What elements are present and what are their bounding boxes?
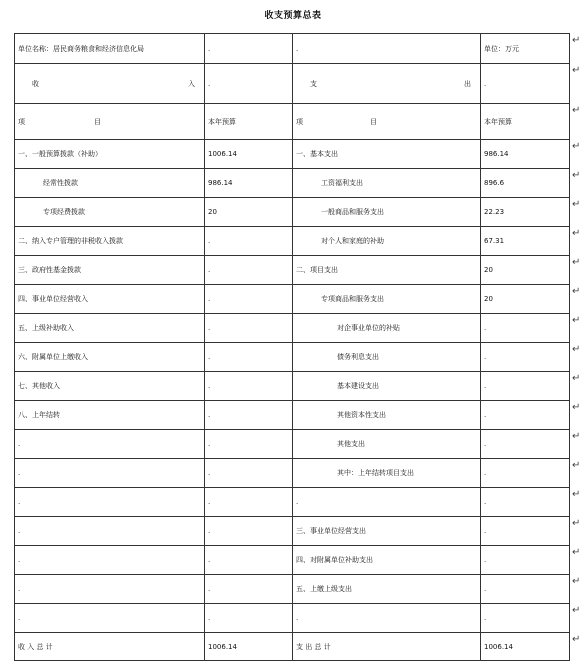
expend-item: 债务利息支出 bbox=[293, 343, 481, 372]
income-item: 经常性拨款 bbox=[15, 169, 205, 198]
expend-item: 一般商品和服务支出 bbox=[293, 198, 481, 227]
income-amount: . bbox=[205, 575, 293, 604]
income-amount: . bbox=[205, 256, 293, 285]
table-row bbox=[15, 372, 570, 401]
unit-row bbox=[15, 34, 570, 64]
paragraph-mark-icon: ↵ bbox=[572, 431, 581, 442]
expend-total-amount: 1006.14 bbox=[481, 633, 570, 661]
table-row bbox=[15, 285, 570, 314]
income-amount: 20 bbox=[205, 198, 293, 227]
income-amount: 1006.14 bbox=[205, 140, 293, 169]
expend-amount: . bbox=[481, 488, 570, 517]
income-amount-header: 本年预算 bbox=[205, 104, 293, 140]
expend-total-label: 支 出 总 计 bbox=[293, 633, 481, 661]
income-item: . bbox=[15, 430, 205, 459]
table-row bbox=[15, 401, 570, 430]
paragraph-mark-icon: ↵ bbox=[572, 105, 581, 116]
income-amount: . bbox=[205, 430, 293, 459]
income-item-header bbox=[15, 104, 205, 140]
table-row bbox=[15, 343, 570, 372]
income-item: . bbox=[15, 546, 205, 575]
expend-item: 五、上缴上级支出 bbox=[293, 575, 481, 604]
income-section-a: 收 bbox=[32, 79, 39, 88]
item-header-b: 目 bbox=[94, 117, 101, 126]
income-amount: . bbox=[205, 459, 293, 488]
expend-amount: . bbox=[481, 343, 570, 372]
expend-amount-header: 本年预算 bbox=[481, 104, 570, 140]
income-item: 六、附属单位上缴收入 bbox=[15, 343, 205, 372]
cell-empty: . bbox=[205, 64, 293, 104]
paragraph-mark-icon: ↵ bbox=[572, 228, 581, 239]
income-amount: 986.14 bbox=[205, 169, 293, 198]
table-row bbox=[15, 604, 570, 633]
table-row bbox=[15, 459, 570, 488]
expend-item: 工资福利支出 bbox=[293, 169, 481, 198]
income-amount: . bbox=[205, 372, 293, 401]
income-item: . bbox=[15, 604, 205, 633]
paragraph-mark-icon: ↵ bbox=[572, 634, 581, 645]
income-item: 五、上级补助收入 bbox=[15, 314, 205, 343]
expend-amount: . bbox=[481, 517, 570, 546]
expend-item: 对个人和家庭的补助 bbox=[293, 227, 481, 256]
cell-empty: . bbox=[205, 34, 293, 64]
total-row bbox=[15, 633, 570, 661]
income-section-header bbox=[15, 64, 205, 104]
table-row bbox=[15, 314, 570, 343]
expend-item: 基本建设支出 bbox=[293, 372, 481, 401]
expend-amount: 67.31 bbox=[481, 227, 570, 256]
item2-header-a: 项 bbox=[296, 117, 303, 126]
expend-section-b: 出 bbox=[464, 79, 471, 88]
table-row bbox=[15, 517, 570, 546]
table-row bbox=[15, 140, 570, 169]
income-item: 三、政府性基金拨款 bbox=[15, 256, 205, 285]
expend-item: 四、对附属单位补助支出 bbox=[293, 546, 481, 575]
table-row bbox=[15, 546, 570, 575]
cell-empty: . bbox=[481, 64, 570, 104]
paragraph-mark-icon: ↵ bbox=[572, 35, 581, 46]
unit-name: 单位名称：居民商务粮食和经济信息化局 bbox=[15, 34, 205, 64]
expend-item: 其他资本性支出 bbox=[293, 401, 481, 430]
expend-item: 三、事业单位经营支出 bbox=[293, 517, 481, 546]
table-row bbox=[15, 575, 570, 604]
paragraph-mark-icon: ↵ bbox=[572, 576, 581, 587]
table-row bbox=[15, 227, 570, 256]
expend-section-header bbox=[293, 64, 481, 104]
paragraph-mark-icon: ↵ bbox=[572, 315, 581, 326]
income-amount: . bbox=[205, 546, 293, 575]
expend-amount: . bbox=[481, 314, 570, 343]
paragraph-mark-icon: ↵ bbox=[572, 547, 581, 558]
expend-amount: . bbox=[481, 546, 570, 575]
item-header-a: 项 bbox=[18, 117, 25, 126]
table-row bbox=[15, 198, 570, 227]
income-item: 专项经费拨款 bbox=[15, 198, 205, 227]
income-item: . bbox=[15, 488, 205, 517]
expend-item: 其中：上年结转项目支出 bbox=[293, 459, 481, 488]
expend-section-a: 支 bbox=[310, 79, 317, 88]
expend-item: . bbox=[293, 488, 481, 517]
expend-amount: 20 bbox=[481, 285, 570, 314]
income-item: 一、一般预算拨款（补助） bbox=[15, 140, 205, 169]
income-amount: . bbox=[205, 343, 293, 372]
budget-table bbox=[14, 33, 570, 661]
income-amount: . bbox=[205, 604, 293, 633]
expend-amount: 22.23 bbox=[481, 198, 570, 227]
unit-label: 单位：万元 bbox=[481, 34, 570, 64]
income-item: 八、上年结转 bbox=[15, 401, 205, 430]
cell-empty: . bbox=[293, 34, 481, 64]
expend-item: 专项商品和服务支出 bbox=[293, 285, 481, 314]
paragraph-mark-icon: ↵ bbox=[572, 170, 581, 181]
income-amount: . bbox=[205, 488, 293, 517]
table-row bbox=[15, 430, 570, 459]
paragraph-mark-icon: ↵ bbox=[572, 605, 581, 616]
expend-item: 其他支出 bbox=[293, 430, 481, 459]
expend-amount: . bbox=[481, 459, 570, 488]
income-total-label: 收 入 总 计 bbox=[15, 633, 205, 661]
expend-item: 一、基本支出 bbox=[293, 140, 481, 169]
table-row bbox=[15, 256, 570, 285]
income-total-amount: 1006.14 bbox=[205, 633, 293, 661]
expend-amount: . bbox=[481, 604, 570, 633]
expend-amount: 896.6 bbox=[481, 169, 570, 198]
paragraph-mark-icon: ↵ bbox=[572, 141, 581, 152]
paragraph-mark-icon: ↵ bbox=[572, 65, 581, 76]
income-item: 二、纳入专户管理的非税收入拨款 bbox=[15, 227, 205, 256]
paragraph-mark-icon: ↵ bbox=[572, 199, 581, 210]
expend-item: . bbox=[293, 604, 481, 633]
expend-amount: 986.14 bbox=[481, 140, 570, 169]
paragraph-mark-icon: ↵ bbox=[572, 460, 581, 471]
income-item: . bbox=[15, 459, 205, 488]
paragraph-mark-icon: ↵ bbox=[572, 373, 581, 384]
section-row bbox=[15, 64, 570, 104]
column-header-row bbox=[15, 104, 570, 140]
paragraph-mark-icon: ↵ bbox=[572, 344, 581, 355]
paragraph-mark-icon: ↵ bbox=[572, 257, 581, 268]
income-amount: . bbox=[205, 314, 293, 343]
income-item: 七、其他收入 bbox=[15, 372, 205, 401]
income-amount: . bbox=[205, 285, 293, 314]
income-section-b: 入 bbox=[188, 79, 195, 88]
expend-amount: . bbox=[481, 430, 570, 459]
income-amount: . bbox=[205, 517, 293, 546]
table-row bbox=[15, 488, 570, 517]
paragraph-mark-icon: ↵ bbox=[572, 286, 581, 297]
table-title: 收支预算总表 bbox=[264, 11, 322, 21]
expend-amount: . bbox=[481, 575, 570, 604]
expend-amount: 20 bbox=[481, 256, 570, 285]
paragraph-mark-icon: ↵ bbox=[572, 518, 581, 529]
paragraph-mark-icon: ↵ bbox=[572, 489, 581, 500]
paragraph-mark-icon: ↵ bbox=[572, 402, 581, 413]
expend-amount: . bbox=[481, 401, 570, 430]
table-row bbox=[15, 169, 570, 198]
expend-item: 对企事业单位的补贴 bbox=[293, 314, 481, 343]
expend-item-header bbox=[293, 104, 481, 140]
expend-amount: . bbox=[481, 372, 570, 401]
expend-item: 二、项目支出 bbox=[293, 256, 481, 285]
income-item: 四、事业单位经营收入 bbox=[15, 285, 205, 314]
item2-header-b: 目 bbox=[370, 117, 377, 126]
income-amount: . bbox=[205, 401, 293, 430]
income-item: . bbox=[15, 517, 205, 546]
income-amount: . bbox=[205, 227, 293, 256]
income-item: . bbox=[15, 575, 205, 604]
